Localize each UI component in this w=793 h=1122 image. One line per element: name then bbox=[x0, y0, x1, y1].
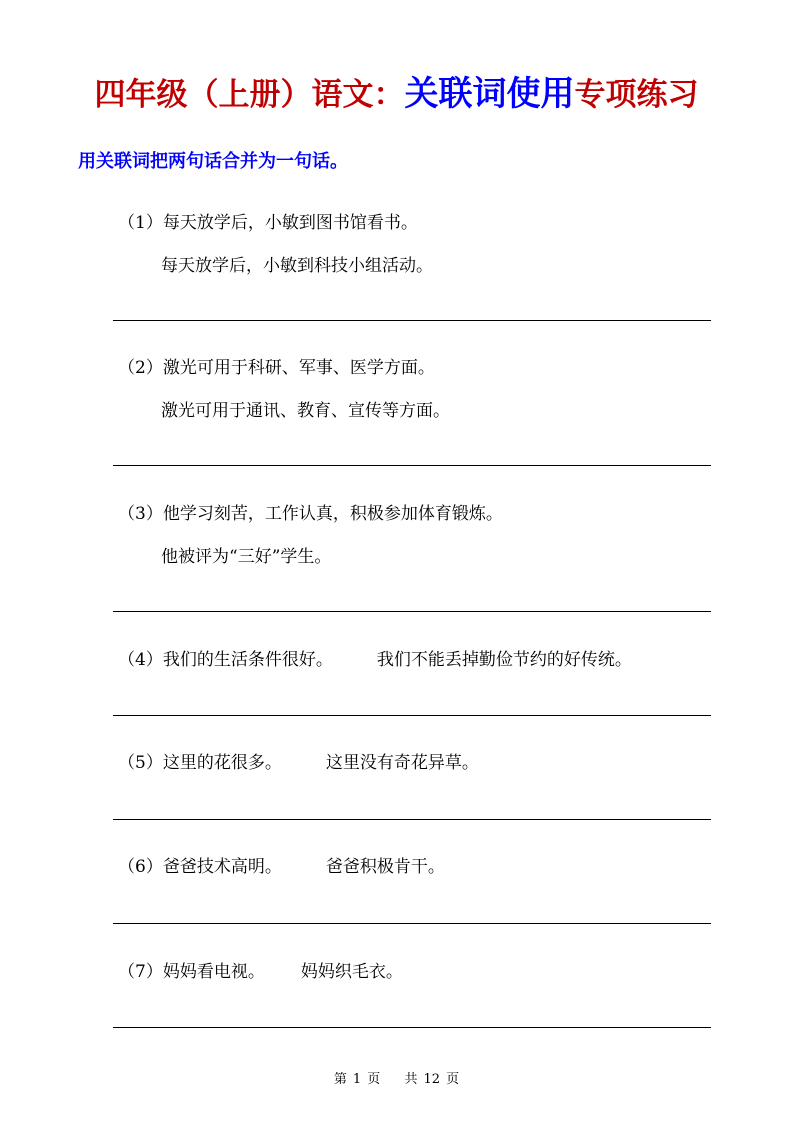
question-sentence-1: 每天放学后，小敏到图书馆看书。 bbox=[162, 213, 418, 233]
answer-line-2[interactable] bbox=[113, 465, 711, 466]
answer-line-5[interactable] bbox=[113, 819, 711, 820]
title-topic: 关联词使用 bbox=[404, 74, 575, 114]
question-sentence-2: 他被评为“三好”学生。 bbox=[161, 547, 332, 567]
answer-line-6[interactable] bbox=[113, 923, 711, 924]
page-footer bbox=[0, 1068, 793, 1087]
question-4 bbox=[118, 645, 632, 670]
question-6 bbox=[118, 852, 445, 877]
title-grade: 四年级（上册）语文： bbox=[94, 77, 405, 113]
footer-page-total: 12 bbox=[423, 1072, 441, 1087]
footer-page-current: 1 bbox=[352, 1072, 362, 1087]
question-sentence-2: 激光可用于通讯、教育、宣传等方面。 bbox=[161, 401, 450, 421]
question-3 bbox=[118, 499, 503, 524]
question-number: （4） bbox=[118, 650, 163, 670]
footer-page-prefix: 第 bbox=[333, 1072, 347, 1087]
question-1 bbox=[118, 208, 418, 233]
answer-line-3[interactable] bbox=[113, 611, 711, 612]
question-sentence-a: 这里的花很多。 bbox=[162, 753, 282, 773]
question-sentence-2: 每天放学后，小敏到科技小组活动。 bbox=[161, 256, 433, 276]
footer-total-prefix: 共 bbox=[404, 1072, 418, 1087]
question-sentence-a: 妈妈看电视。 bbox=[162, 962, 265, 982]
answer-line-1[interactable] bbox=[113, 320, 711, 321]
question-7 bbox=[118, 957, 403, 982]
footer-total-suffix: 页 bbox=[446, 1072, 460, 1087]
page-title bbox=[0, 66, 793, 115]
answer-line-4[interactable] bbox=[113, 715, 711, 716]
question-number: （7） bbox=[118, 962, 163, 982]
question-sentence-b: 妈妈织毛衣。 bbox=[300, 962, 403, 982]
question-5 bbox=[118, 748, 479, 773]
question-sentence-1: 他学习刻苦，工作认真，积极参加体育锻炼。 bbox=[162, 504, 503, 524]
question-sentence-b: 爸爸积极肯干。 bbox=[325, 857, 445, 877]
answer-line-7[interactable] bbox=[113, 1027, 711, 1028]
footer-page-label: 页 bbox=[367, 1072, 381, 1087]
question-sentence-1: 激光可用于科研、军事、医学方面。 bbox=[162, 358, 435, 378]
question-sentence-a: 爸爸技术高明。 bbox=[162, 857, 282, 877]
title-suffix: 专项练习 bbox=[574, 77, 699, 113]
question-sentence-a: 我们的生活条件很好。 bbox=[162, 650, 333, 670]
question-2 bbox=[118, 353, 435, 378]
question-sentence-b: 我们不能丢掉勤俭节约的好传统。 bbox=[376, 650, 632, 670]
question-number: （6） bbox=[118, 857, 163, 877]
question-number: （2） bbox=[118, 358, 163, 378]
instruction: 用关联词把两句话合并为一句话。 bbox=[78, 151, 348, 172]
question-sentence-b: 这里没有奇花异草。 bbox=[325, 753, 479, 773]
question-number: （3） bbox=[118, 504, 163, 524]
question-number: （5） bbox=[118, 753, 163, 773]
question-number: （1） bbox=[118, 213, 163, 233]
